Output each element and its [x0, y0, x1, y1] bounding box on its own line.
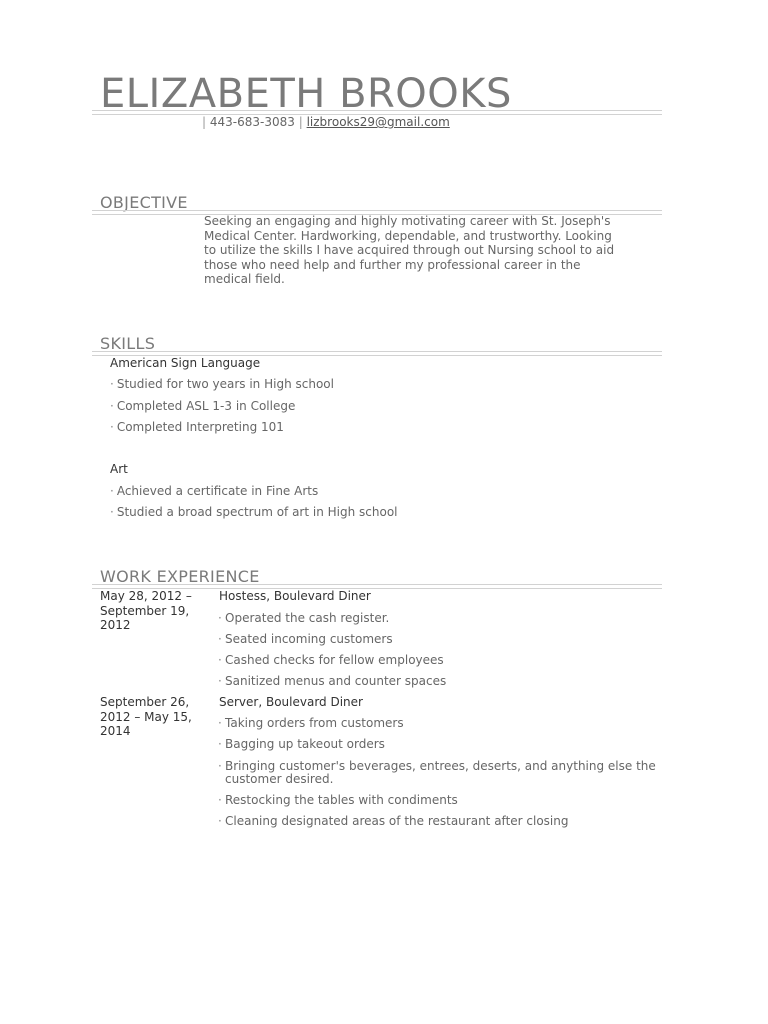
contact-line: [202, 115, 450, 129]
job-dates: September 26, 2012 – May 15, 2014: [100, 695, 192, 738]
list-item: · Studied for two years in High school: [110, 377, 334, 391]
list-item: · Studied a broad spectrum of art in High school: [110, 505, 398, 519]
list-item: · Achieved a certificate in Fine Arts: [110, 484, 319, 498]
email-link[interactable]: lizbrooks29@gmail.com: [306, 115, 450, 129]
list-item: · Seated incoming customers: [218, 632, 393, 646]
list-item: · Taking orders from customers: [218, 716, 404, 730]
objective-title: OBJECTIVE: [100, 193, 188, 212]
job-title: Hostess, Boulevard Diner: [219, 589, 371, 603]
contact-separator: |: [298, 115, 303, 129]
list-item: · Bringing customer's beverages, entrees, deserts, and anything else the customer desired.: [218, 759, 656, 786]
skills-title: SKILLS: [100, 334, 156, 353]
objective-text: Seeking an engaging and highly motivating career with St. Joseph's Medical Center. Hardworking, dependable, and trustworthy. Looking to utilize the skills I have acquired through out Nursing school to aid those who need help and further my professional career in the medical field.: [204, 214, 615, 286]
list-item: · Bagging up takeout orders: [218, 737, 385, 751]
list-item: · Cleaning designated areas of the restaurant after closing: [218, 814, 569, 828]
candidate-name: ELIZABETH BROOKS: [100, 71, 512, 117]
list-item: · Cashed checks for fellow employees: [218, 653, 444, 667]
list-item: · Sanitized menus and counter spaces: [218, 674, 447, 688]
contact-separator: |: [202, 115, 207, 129]
list-item: · Completed Interpreting 101: [110, 420, 284, 434]
job-dates: May 28, 2012 – September 19, 2012: [100, 589, 192, 632]
work-experience-title: WORK EXPERIENCE: [100, 567, 260, 586]
list-item: · Completed ASL 1-3 in College: [110, 399, 296, 413]
skill-group-heading: Art: [110, 462, 128, 476]
list-item: · Restocking the tables with condiments: [218, 793, 458, 807]
list-item: · Operated the cash register.: [218, 611, 390, 625]
phone-number: 443-683-3083: [209, 115, 295, 129]
skill-group-heading: American Sign Language: [110, 356, 261, 370]
job-title: Server, Boulevard Diner: [219, 695, 363, 709]
